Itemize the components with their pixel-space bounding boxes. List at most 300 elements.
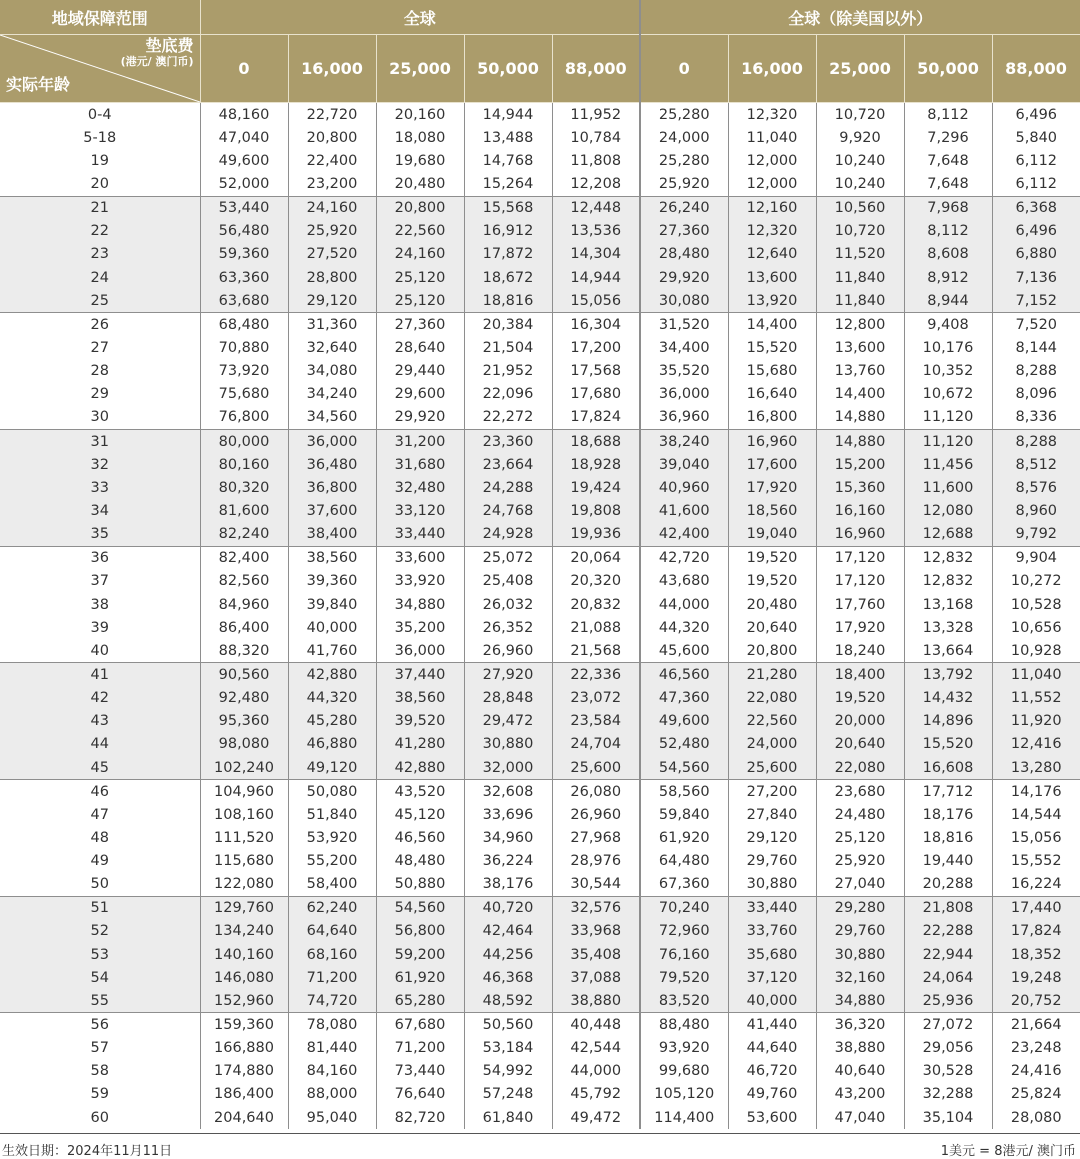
age-cell: 31 [0,429,200,453]
premium-cell: 10,240 [816,172,904,196]
premium-cell: 41,440 [728,1013,816,1037]
table-row [0,756,1080,780]
premium-cell: 36,320 [816,1013,904,1037]
table-row [0,803,1080,826]
premium-cell: 31,200 [376,429,464,453]
premium-cell: 37,440 [376,663,464,687]
premium-cell: 41,760 [288,639,376,663]
premium-cell: 18,080 [376,126,464,149]
premium-cell: 84,960 [200,593,288,616]
premium-cell: 74,720 [288,989,376,1013]
premium-cell: 12,000 [728,172,816,196]
premium-cell: 10,240 [816,149,904,172]
age-cell: 39 [0,616,200,639]
premium-cell: 24,160 [288,196,376,220]
premium-cell: 16,160 [816,499,904,522]
premium-cell: 13,664 [904,639,992,663]
premium-cell: 11,840 [816,266,904,289]
premium-cell: 29,600 [376,383,464,406]
premium-cell: 30,544 [552,873,640,897]
age-cell: 58 [0,1060,200,1083]
premium-cell: 15,360 [816,476,904,499]
table-row [0,476,1080,499]
age-cell: 36 [0,546,200,570]
premium-cell: 73,440 [376,1060,464,1083]
premium-cell: 111,520 [200,826,288,849]
table-row [0,873,1080,897]
premium-cell: 20,064 [552,546,640,570]
premium-cell: 82,240 [200,523,288,547]
premium-cell: 13,760 [816,360,904,383]
age-cell: 27 [0,336,200,359]
age-cell: 19 [0,149,200,172]
premium-cell: 27,360 [376,313,464,337]
premium-cell: 50,880 [376,873,464,897]
premium-cell: 21,280 [728,663,816,687]
age-cell: 24 [0,266,200,289]
premium-cell: 36,224 [464,850,552,873]
deductible-header: 50,000 [464,35,552,103]
premium-cell: 9,920 [816,126,904,149]
premium-cell: 32,160 [816,966,904,989]
table-row [0,616,1080,639]
premium-cell: 33,968 [552,920,640,943]
premium-cell: 44,320 [288,687,376,710]
premium-cell: 13,600 [728,266,816,289]
premium-cell: 7,136 [992,266,1080,289]
premium-cell: 59,840 [640,803,728,826]
premium-cell: 13,168 [904,593,992,616]
age-label: 实际年龄 [6,75,71,94]
premium-cell: 36,000 [640,383,728,406]
premium-cell: 11,920 [992,710,1080,733]
premium-cell: 86,400 [200,616,288,639]
premium-cell: 7,520 [992,313,1080,337]
premium-cell: 7,968 [904,196,992,220]
premium-cell: 20,320 [552,570,640,593]
premium-cell: 10,272 [1010,573,1062,590]
premium-cell: 47,040 [816,1106,904,1129]
premium-cell: 12,000 [728,149,816,172]
premium-cell: 22,272 [464,406,552,430]
premium-cell: 27,040 [816,873,904,897]
premium-cell: 10,928 [1010,642,1062,659]
premium-cell: 7,648 [904,172,992,196]
premium-cell: 30,080 [640,289,728,313]
premium-cell: 26,960 [552,803,640,826]
premium-cell: 20,800 [728,639,816,663]
premium-cell: 108,160 [200,803,288,826]
premium-cell: 14,432 [904,687,992,710]
premium-cell: 41,600 [640,499,728,522]
table-row [0,103,1080,127]
premium-cell: 25,120 [816,826,904,849]
premium-cell: 24,000 [640,126,728,149]
premium-cell: 26,352 [464,616,552,639]
age-cell: 37 [0,570,200,593]
premium-cell: 36,480 [288,453,376,476]
premium-cell: 25,120 [376,289,464,313]
premium-cell: 13,920 [728,289,816,313]
region-header: 地域保障范围 [0,0,200,35]
premium-cell: 8,288 [1015,363,1058,380]
premium-cell: 33,760 [728,920,816,943]
table-row [0,639,1080,663]
premium-cell: 35,680 [728,943,816,966]
premium-cell: 24,768 [464,499,552,522]
premium-cell: 18,672 [464,266,552,289]
premium-cell: 20,640 [728,616,816,639]
premium-cell: 38,176 [464,873,552,897]
premium-cell: 6,496 [992,220,1080,243]
premium-cell: 58,400 [288,873,376,897]
premium-cell: 32,480 [376,476,464,499]
premium-cell: 14,944 [464,103,552,127]
age-cell: 53 [0,943,200,966]
premium-cell: 32,000 [464,756,552,780]
premium-cell: 52,480 [640,733,728,756]
age-cell: 35 [0,523,200,547]
table-row [0,243,1080,266]
premium-cell: 42,464 [464,920,552,943]
table-row [0,523,1080,547]
table-row [0,429,1080,453]
premium-cell: 35,408 [552,943,640,966]
table-row [0,943,1080,966]
table-row [0,289,1080,313]
age-cell: 26 [0,313,200,337]
table-row [0,172,1080,196]
premium-cell: 47,040 [200,126,288,149]
premium-cell: 84,160 [288,1060,376,1083]
premium-cell: 71,200 [288,966,376,989]
table-row [0,383,1080,406]
premium-cell: 29,760 [728,850,816,873]
premium-cell: 27,200 [728,780,816,804]
premium-cell: 15,568 [464,196,552,220]
premium-cell: 14,544 [1010,806,1062,823]
premium-cell: 19,936 [552,523,640,547]
premium-cell: 28,976 [552,850,640,873]
premium-cell: 12,320 [728,103,816,127]
premium-cell: 37,088 [552,966,640,989]
premium-cell: 78,080 [288,1013,376,1037]
premium-cell: 166,880 [200,1037,288,1060]
premium-cell: 25,920 [288,220,376,243]
premium-cell: 21,664 [992,1013,1080,1037]
premium-cell: 17,824 [552,406,640,430]
premium-cell: 70,880 [200,336,288,359]
premium-cell: 32,576 [552,896,640,920]
premium-cell: 38,400 [288,523,376,547]
premium-cell: 10,784 [552,126,640,149]
premium-cell: 30,528 [904,1060,992,1083]
premium-cell: 12,800 [816,313,904,337]
premium-cell: 24,704 [552,733,640,756]
premium-cell: 28,800 [288,266,376,289]
premium-cell: 11,040 [992,663,1080,687]
premium-cell: 33,920 [376,570,464,593]
premium-cell: 40,640 [816,1060,904,1083]
premium-cell: 70,240 [640,896,728,920]
premium-cell: 27,072 [904,1013,992,1037]
premium-cell: 18,240 [816,639,904,663]
deductible-header: 25,000 [376,35,464,103]
premium-cell: 16,912 [464,220,552,243]
premium-cell: 49,472 [552,1106,640,1129]
premium-cell: 88,000 [288,1083,376,1106]
premium-cell: 45,600 [640,639,728,663]
premium-cell: 15,200 [816,453,904,476]
premium-cell: 15,056 [552,289,640,313]
premium-cell: 18,176 [904,803,992,826]
premium-cell: 12,416 [992,733,1080,756]
premium-cell: 17,120 [816,570,904,593]
premium-cell: 13,536 [552,220,640,243]
premium-cell: 16,640 [728,383,816,406]
premium-cell: 14,768 [464,149,552,172]
premium-cell: 18,352 [992,943,1080,966]
premium-cell: 15,520 [728,336,816,359]
age-cell: 41 [0,663,200,687]
deductible-header: 25,000 [816,35,904,103]
premium-cell: 43,200 [816,1083,904,1106]
group-global-header: 全球 [200,0,640,35]
premium-cell: 18,688 [552,429,640,453]
age-cell: 29 [0,383,200,406]
premium-cell: 8,608 [904,243,992,266]
premium-cell: 43,680 [640,570,728,593]
premium-cell: 11,600 [904,476,992,499]
age-cell: 20 [0,172,200,196]
premium-cell: 12,320 [728,220,816,243]
premium-cell: 16,800 [728,406,816,430]
premium-cell: 13,600 [816,336,904,359]
premium-cell: 38,560 [376,687,464,710]
premium-cell: 33,440 [376,523,464,547]
premium-cell: 8,944 [904,289,992,313]
premium-cell: 24,288 [464,476,552,499]
premium-cell: 102,240 [200,756,288,780]
premium-cell: 34,080 [288,360,376,383]
table-row [0,570,1080,593]
premium-cell: 13,792 [904,663,992,687]
age-cell: 59 [0,1083,200,1106]
age-cell: 56 [0,1013,200,1037]
premium-cell: 56,800 [376,920,464,943]
table-row [0,826,1080,849]
age-cell: 60 [0,1106,200,1129]
premium-cell: 54,560 [376,896,464,920]
premium-cell: 40,960 [640,476,728,499]
premium-cell: 49,120 [288,756,376,780]
premium-cell: 174,880 [200,1060,288,1083]
premium-cell: 24,160 [376,243,464,266]
premium-cell: 22,080 [728,687,816,710]
premium-cell: 14,880 [816,406,904,430]
premium-cell: 63,680 [200,289,288,313]
premium-cell: 58,560 [640,780,728,804]
premium-cell: 8,576 [992,476,1080,499]
deductible-header: 16,000 [728,35,816,103]
age-cell: 23 [0,243,200,266]
premium-cell: 45,120 [376,803,464,826]
premium-cell: 42,400 [640,523,728,547]
premium-cell: 6,880 [992,243,1080,266]
premium-cell: 37,600 [288,499,376,522]
premium-cell: 11,040 [728,126,816,149]
premium-cell: 10,720 [816,220,904,243]
table-row [0,196,1080,220]
premium-cell: 29,120 [288,289,376,313]
table-row [0,266,1080,289]
premium-cell: 61,840 [464,1106,552,1129]
premium-cell: 80,000 [200,429,288,453]
premium-cell: 31,360 [288,313,376,337]
premium-cell: 21,568 [552,639,640,663]
premium-cell: 20,000 [816,710,904,733]
rate-table-body [0,103,1080,1130]
premium-cell: 93,920 [640,1037,728,1060]
premium-cell: 54,992 [464,1060,552,1083]
premium-cell: 48,592 [464,989,552,1013]
premium-cell: 27,968 [552,826,640,849]
table-row [0,546,1080,570]
age-cell: 0-4 [0,103,200,127]
age-cell: 49 [0,850,200,873]
table-row [0,149,1080,172]
table-row [0,313,1080,337]
premium-cell: 22,080 [816,756,904,780]
premium-cell: 36,800 [288,476,376,499]
table-row [0,896,1080,920]
table-row [0,966,1080,989]
table-row [0,1083,1080,1106]
premium-cell: 5,840 [1015,129,1058,146]
age-cell: 22 [0,220,200,243]
premium-cell: 25,920 [640,172,728,196]
age-cell: 38 [0,593,200,616]
age-cell: 45 [0,756,200,780]
premium-cell: 26,080 [552,780,640,804]
premium-cell: 36,000 [288,429,376,453]
premium-cell: 26,032 [464,593,552,616]
table-row [0,453,1080,476]
premium-cell: 11,840 [816,289,904,313]
premium-cell: 72,960 [640,920,728,943]
age-cell: 42 [0,687,200,710]
premium-cell: 64,480 [640,850,728,873]
premium-cell: 59,360 [200,243,288,266]
age-cell: 52 [0,920,200,943]
premium-cell: 68,160 [288,943,376,966]
table-row [0,663,1080,687]
premium-cell: 7,152 [992,289,1080,313]
premium-cell: 46,560 [376,826,464,849]
premium-cell: 18,560 [728,499,816,522]
table-row [0,499,1080,522]
premium-cell: 46,560 [640,663,728,687]
premium-cell: 134,240 [200,920,288,943]
premium-cell: 75,680 [200,383,288,406]
premium-cell: 34,240 [288,383,376,406]
premium-cell: 186,400 [200,1083,288,1106]
premium-cell: 44,000 [552,1060,640,1083]
premium-cell: 10,528 [1010,596,1062,613]
age-cell: 55 [0,989,200,1013]
deductible-header: 88,000 [992,35,1080,103]
premium-cell: 95,360 [200,710,288,733]
table-row [0,126,1080,149]
premium-cell: 20,288 [904,873,992,897]
effective-date: 生效日期：2024年11月11日 [2,1144,173,1159]
premium-cell: 46,368 [464,966,552,989]
premium-cell: 25,936 [904,989,992,1013]
premium-cell: 25,824 [1010,1086,1062,1103]
table-row [0,920,1080,943]
age-cell: 34 [0,499,200,522]
premium-cell: 79,520 [640,966,728,989]
premium-cell: 24,480 [816,803,904,826]
premium-cell: 56,480 [200,220,288,243]
premium-cell: 39,840 [288,593,376,616]
premium-cell: 39,520 [376,710,464,733]
premium-cell: 17,440 [992,896,1080,920]
table-row [0,850,1080,873]
premium-cell: 67,360 [640,873,728,897]
premium-cell: 42,720 [640,546,728,570]
deductible-header: 50,000 [904,35,992,103]
premium-cell: 16,960 [728,429,816,453]
table-row [0,710,1080,733]
premium-cell: 21,088 [552,616,640,639]
premium-cell: 29,472 [464,710,552,733]
age-cell: 21 [0,196,200,220]
premium-cell: 52,000 [200,172,288,196]
premium-cell: 22,944 [904,943,992,966]
premium-cell: 45,792 [552,1083,640,1106]
table-row [0,360,1080,383]
premium-cell: 38,880 [552,989,640,1013]
age-cell: 47 [0,803,200,826]
premium-cell: 16,224 [1010,876,1062,893]
premium-cell: 22,096 [464,383,552,406]
premium-cell: 15,680 [728,360,816,383]
premium-cell: 25,920 [816,850,904,873]
premium-cell: 18,928 [552,453,640,476]
deductible-header: 88,000 [552,35,640,103]
premium-cell: 12,160 [728,196,816,220]
premium-cell: 27,520 [288,243,376,266]
premium-cell: 29,120 [728,826,816,849]
premium-cell: 23,360 [464,429,552,453]
premium-cell: 6,496 [1015,106,1058,123]
premium-cell: 6,112 [1015,152,1058,169]
premium-cell: 26,960 [464,639,552,663]
premium-cell: 8,096 [1015,386,1058,403]
premium-cell: 80,160 [200,453,288,476]
premium-cell: 12,688 [904,523,992,547]
premium-cell: 44,320 [640,616,728,639]
table-row [0,989,1080,1013]
premium-cell: 9,408 [904,313,992,337]
premium-cell: 34,880 [816,989,904,1013]
premium-cell: 63,360 [200,266,288,289]
footer [0,1133,1080,1158]
age-cell: 46 [0,780,200,804]
deductible-label: 垫底费 [145,36,194,55]
age-cell: 25 [0,289,200,313]
